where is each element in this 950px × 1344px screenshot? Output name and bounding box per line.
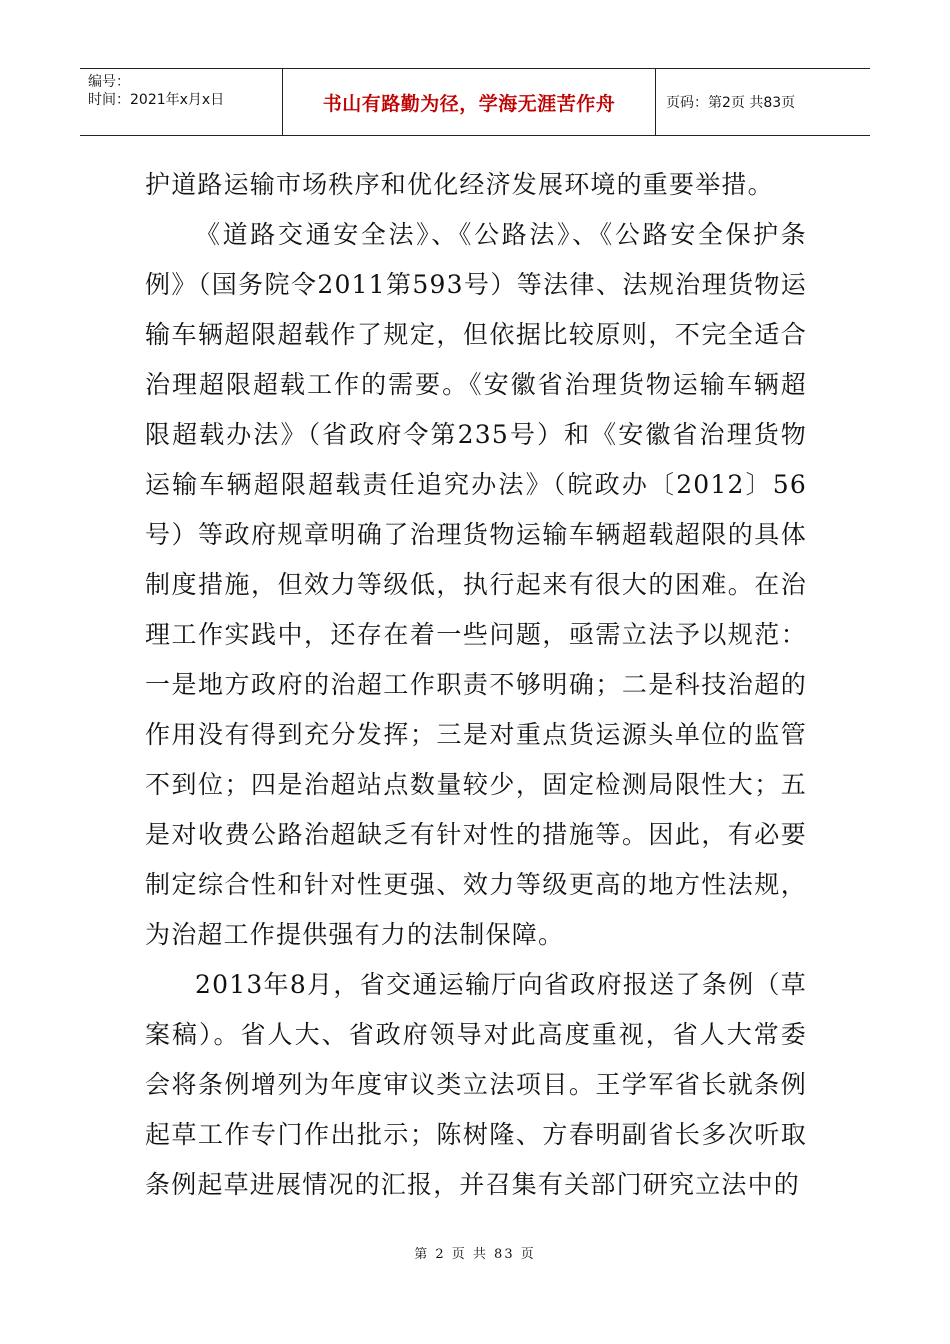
document-body [145, 160, 807, 1210]
number-label: 编号： [88, 74, 130, 90]
header-meta [80, 69, 283, 135]
page-footer: 第 2 页 共 83 页 [414, 1247, 536, 1262]
paragraph: 《道路交通安全法》、《公路法》、《公路安全保护条例》（国务院令2011第593号）等法律、法规治理货物运输车辆超限超载作了规定，但依据比较原则，不完全适合治理超限超载工作的需要。《安徽省治理货物运输车辆超限超载办法》（省政府令第235号）和《安徽省治理货物运输车辆超限超载责任追究办法》（皖政办〔2012〕56号）等政府规章明确了治理货物运输车辆超载超限的具体制度措施，但效力等级低，执行起来有很大的困难。在治理工作实践中，还存在着一些问题，亟需立法予以规范：一是地方政府的治超工作职责不够明确；二是科技治超的作用没有得到充分发挥；三是对重点货运源头单位的监管不到位；四是治超站点数量较少，固定检测局限性大；五是对收费公路治超缺乏有针对性的措施等。因此，有必要制定综合性和针对性更强、效力等级更高的地方性法规，为治超工作提供强有力的法制保障。 [145, 220, 807, 949]
header-page-info: 页码：第2页 共83页 [666, 95, 796, 111]
time-label: 时间：2021年x月x日 [88, 92, 225, 108]
paragraph: 2013年8月，省交通运输厅向省政府报送了条例（草案稿）。省人大、省政府领导对此高度重视，省人大常委会将条例增列为年度审议类立法项目。王学军省长就条例起草工作专门作出批示；陈树隆、方春明副省长多次听取条例起草进展情况的汇报，并召集有关部门研究立法中的 [145, 970, 807, 1199]
header-motto: 书山有路勤为径，学海无涯苦作舟 [283, 69, 656, 135]
paragraph: 护道路运输市场秩序和优化经济发展环境的重要举措。 [145, 170, 774, 199]
page-header [80, 68, 870, 136]
